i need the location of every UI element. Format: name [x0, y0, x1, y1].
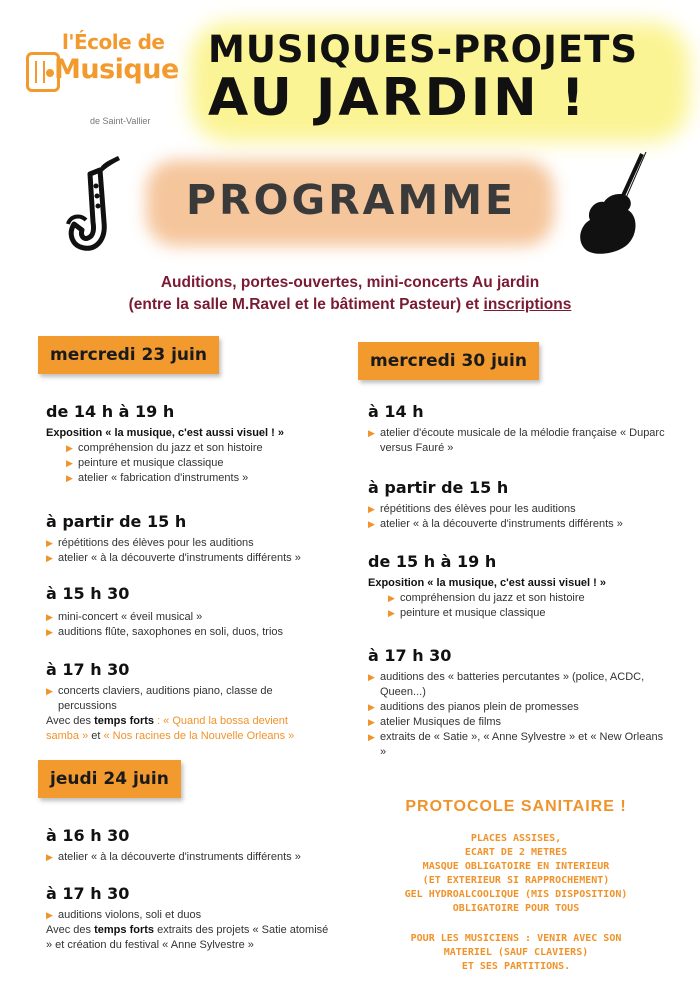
bullet-list	[66, 441, 346, 486]
protocole-musiciens	[356, 932, 676, 974]
list-item: ▶ mini-concert « éveil musical »	[46, 610, 346, 625]
list-item: ▶ atelier « à la découverte d'instruments différents »	[368, 517, 668, 532]
temps-forts-note	[46, 923, 330, 953]
school-logo	[26, 28, 196, 138]
protocole-line: MASQUE OBLIGATOIRE EN INTERIEUR	[422, 861, 610, 872]
schedule-block	[46, 610, 346, 640]
time-heading: à partir de 15 h	[46, 512, 187, 531]
temps-forts-note	[46, 714, 308, 744]
time-heading: à 15 h 30	[46, 584, 130, 603]
list-item: ▶ compréhension du jazz et son histoire	[388, 591, 668, 606]
time-heading: de 14 h à 19 h	[46, 402, 175, 421]
schedule-block	[368, 426, 668, 456]
time-heading: à 17 h 30	[368, 646, 452, 665]
schedule-block	[46, 426, 346, 486]
list-item: ▶ auditions des « batteries percutantes » (police, ACDC, Queen...)	[368, 670, 668, 700]
list-item: ▶ compréhension du jazz et son histoire	[66, 441, 346, 456]
exposition-line: Exposition « la musique, c'est aussi visuel ! »	[368, 577, 606, 589]
schedule-block	[46, 850, 346, 865]
list-item: ▶ atelier « à la découverte d'instruments différents »	[46, 551, 346, 566]
time-heading: à 14 h	[368, 402, 424, 421]
list-item: ▶ atelier d'écoute musicale de la mélodie française « Duparc versus Fauré »	[368, 426, 668, 456]
inscriptions-link[interactable]: inscriptions	[483, 296, 572, 313]
list-item: ▶ peinture et musique classique	[66, 456, 346, 471]
protocole-line: ET SES PARTITIONS.	[461, 961, 571, 972]
list-item: ▶ répétitions des élèves pour les auditions	[46, 536, 346, 551]
protocole-line: POUR LES MUSICIENS : VENIR AVEC SON	[410, 933, 622, 944]
note-text: et	[88, 730, 104, 742]
violin-icon	[572, 150, 658, 265]
note-text: Avec des	[46, 715, 95, 727]
logo-line1: l'École de	[62, 30, 165, 54]
logo-line3: de Saint-Vallier	[90, 116, 151, 126]
list-item: ▶ concerts claviers, auditions piano, classe de percussions	[46, 684, 308, 714]
exposition-line: Exposition « la musique, c'est aussi visuel ! »	[46, 427, 284, 439]
note-quote: « Nos racines de la Nouvelle Orleans »	[103, 730, 295, 742]
list-item: ▶ auditions flûte, saxophones en soli, duos, trios	[46, 625, 346, 640]
list-item: ▶ atelier « fabrication d'instruments »	[66, 471, 346, 486]
main-title-line1: MUSIQUES-PROJETS	[208, 28, 639, 71]
note-text: Avec des	[46, 924, 95, 936]
programme-title: PROGRAMME	[185, 176, 517, 224]
list-item: ▶ auditions des pianos plein de promesses	[368, 700, 668, 715]
list-item: ▶ atelier Musiques de films	[368, 715, 668, 730]
time-heading: à 16 h 30	[46, 826, 130, 845]
time-heading: à partir de 15 h	[368, 478, 509, 497]
note-bold: temps forts	[94, 924, 155, 936]
protocole-line: ECART DE 2 METRES	[464, 847, 568, 858]
schedule-block	[368, 576, 668, 621]
note-bold: temps forts	[94, 715, 155, 727]
day-heading-mercredi-30: mercredi 30 juin	[358, 342, 539, 380]
list-item: ▶ répétitions des élèves pour les auditions	[368, 502, 668, 517]
schedule-block	[46, 536, 346, 566]
protocole-title: PROTOCOLE SANITAIRE !	[405, 798, 627, 815]
schedule-block	[46, 908, 330, 953]
time-heading: de 15 h à 19 h	[368, 552, 497, 571]
protocole-line: GEL HYDROALCOOLIQUE (MIS DISPOSITION)	[404, 889, 628, 900]
subtitle-line2	[20, 294, 680, 316]
time-heading: à 17 h 30	[46, 660, 130, 679]
main-title-line2: AU JARDIN !	[208, 68, 588, 128]
list-item: ▶ atelier « à la découverte d'instruments différents »	[46, 850, 346, 865]
schedule-block	[368, 670, 668, 760]
protocole-line: MATERIEL (SAUF CLAVIERS)	[443, 947, 589, 958]
time-heading: à 17 h 30	[46, 884, 130, 903]
schedule-block	[368, 502, 668, 532]
schedule-block	[46, 684, 308, 744]
note-text: extraits des projets « Satie atomisé » et création du festival « Anne Sylvestre »	[46, 924, 329, 951]
list-item: ▶ auditions violons, soli et duos	[46, 908, 330, 923]
day-heading-mercredi-23: mercredi 23 juin	[38, 336, 219, 374]
protocole-line: PLACES ASSISES,	[470, 833, 562, 844]
list-item: ▶ peinture et musique classique	[388, 606, 668, 621]
protocole-rules	[356, 832, 676, 916]
subtitle-line1: Auditions, portes-ouvertes, mini-concerts Au jardin	[160, 274, 540, 291]
protocole-line: (ET EXTERIEUR SI RAPPROCHEMENT)	[422, 875, 610, 886]
note-quote: : « Quand la bossa devient samba »	[46, 715, 288, 742]
subtitle-line2-text: (entre la salle M.Ravel et le bâtiment Pasteur) et	[128, 296, 484, 313]
logo-line2: Musique	[54, 54, 179, 85]
saxophone-icon	[60, 150, 140, 260]
list-item: ▶ extraits de « Satie », « Anne Sylvestre » et « New Orleans »	[368, 730, 668, 760]
day-heading-jeudi-24: jeudi 24 juin	[38, 760, 181, 798]
bullet-list	[388, 591, 668, 621]
protocole-line: OBLIGATOIRE POUR TOUS	[452, 903, 580, 914]
subtitle	[20, 272, 680, 316]
